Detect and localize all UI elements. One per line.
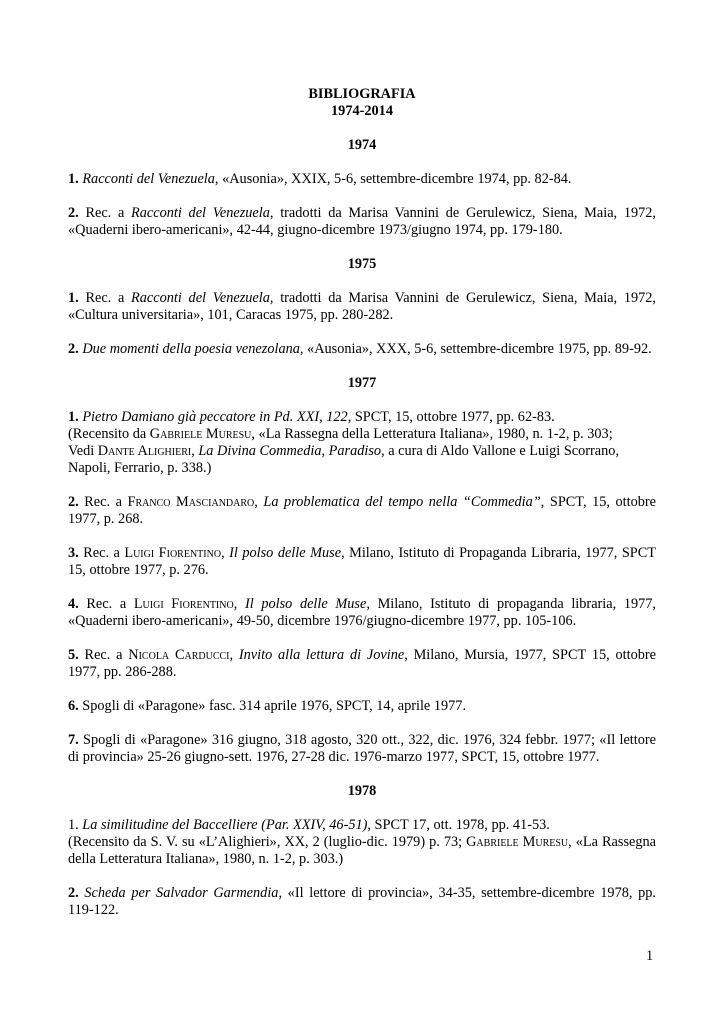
entry-text: , «Ausonia», XXIX, 5-6, settembre-dicembre 1974, pp. 82-84. [214,171,572,187]
entry-text: Napoli, Ferrario, p. 338.) [68,460,212,476]
entry-1977-5 [68,647,656,681]
page-number: 1 [646,948,654,964]
entry-1977-1 [68,409,656,477]
entry-title: Invito alla lettura di Jovine [238,647,405,663]
entry-text: , [233,596,245,612]
entry-1975-2 [68,341,656,358]
author-name: Dante Alighieri [97,443,192,459]
entry-text: Rec. a [78,545,125,561]
entry-text: , tradotti da Marisa Vannini de Gerulewicz, Siena, Maia, 1972, «Cultura universitaria», 101, Caracas 1975, pp. 280-282. [68,290,656,323]
entry-text: , [321,443,329,459]
entry-text: , SPCT 17, ott. 1978, pp. 41-53. [367,817,550,833]
author-name: Luigi Fiorentino [124,545,222,561]
year-heading-1974: 1974 [347,137,377,153]
entry-text: (Recensito da S. V. su «L’Alighieri», XX, 2 (luglio-dic. 1979) p. 73; [68,834,467,850]
entry-number: 2. [68,205,79,221]
year-heading-1977: 1977 [347,375,377,391]
entry-title: Il polso delle Muse [244,596,367,612]
entry-text: (Recensito da [68,426,150,442]
entry-text: , «Il lettore di provincia», 34-35, settembre-dicembre 1978, pp. 119-122. [68,885,656,918]
entry-number: 2. [68,885,79,901]
entry-number: 1. [68,290,79,306]
entry-title: Racconti del Venezuela [131,205,270,221]
entry-text: Spogli di «Paragone» fasc. 314 aprile 1976, SPCT, 14, aprile 1977. [78,698,467,714]
entry-text: , SPCT, 15, ottobre 1977, p. 268. [68,494,656,527]
entry-1978-1 [68,817,656,868]
entry-text: , «La Rassegna della Letteratura Italiana», 1980, n. 1-2, p. 303.) [68,834,656,867]
entry-text: Rec. a [78,647,129,663]
author-name: Gabriele Muresu [466,834,569,850]
author-name: Luigi Fiorentino [133,596,234,612]
year-heading-1975: 1975 [347,256,377,272]
entry-1977-6 [68,698,656,715]
entry-1974-1 [68,171,656,188]
entry-text: , [221,545,230,561]
entry-1975-1 [68,290,656,324]
entry-title: La similitudine del Baccelliere (Par. XXIV, 46-51) [82,817,368,833]
author-name: Gabriele Muresu [149,426,252,442]
document-page [68,86,656,919]
entry-number: 3. [68,545,79,561]
entry-text: Rec. a [78,205,132,221]
entry-title: Pietro Damiano già peccatore in Pd. XXI, 122 [82,409,348,425]
author-name: Franco Masciandaro [127,494,255,510]
entry-number: 2. [68,494,79,510]
entry-1974-2 [68,205,656,239]
entry-text: , Milano, Mursia, 1977, SPCT 15, ottobre 1977, pp. 286-288. [68,647,656,680]
entry-title: Scheda per Salvador Garmendia [84,885,279,901]
entry-text: , [191,443,199,459]
entry-number: 1. [68,171,79,187]
entry-text: , [254,494,264,510]
entry-number: 5. [68,647,79,663]
entry-number: 7. [68,732,79,748]
entry-text: , Milano, Istituto di Propaganda Libraria, 1977, SPCT 15, ottobre 1977, p. 276. [68,545,656,578]
entry-text: , «La Rassegna della Letteratura Italiana», 1980, n. 1-2, p. 303; [251,426,613,442]
entry-text: Rec. a [78,290,132,306]
entry-number: 2. [68,341,79,357]
entry-title: Due momenti della poesia venezolana [82,341,300,357]
entry-title: Racconti del Venezuela [131,290,270,306]
entry-text: Rec. a [78,494,128,510]
entry-number: 4. [68,596,79,612]
author-name: Nicola Carducci [128,647,230,663]
entry-text: , [229,647,239,663]
entry-title: La problematica del tempo nella “Commedia” [263,494,541,510]
date-range: 1974-2014 [331,103,393,119]
entry-text: , a cura di Aldo Vallone e Luigi Scorrano, [381,443,620,459]
entry-number: 1. [68,817,83,833]
entry-text: , «Ausonia», XXX, 5-6, settembre-dicembre 1975, pp. 89-92. [299,341,652,357]
entry-1978-2 [68,885,656,919]
entry-1977-2 [68,494,656,528]
entry-title: Paradiso [328,443,382,459]
entry-number: 6. [68,698,79,714]
entry-title: Il polso delle Muse [229,545,342,561]
entry-text: Spogli di «Paragone» 316 giugno, 318 agosto, 320 ott., 322, dic. 1976, 324 febbr. 1977; «Il lettore di provincia» 25-26 giugno-sett. 1976, 27-28 dic. 1976-marzo 1977, SPCT, 15, ottobre 1977. [68,732,656,765]
entry-title: La Divina Commedia [198,443,322,459]
page-title: BIBLIOGRAFIA [308,86,416,102]
year-heading-1978: 1978 [347,783,377,799]
entry-text: , SPCT, 15, ottobre 1977, pp. 62-83. [347,409,555,425]
entry-1977-4 [68,596,656,630]
entry-text: , Milano, Istituto di propaganda libraria, 1977, «Quaderni ibero-americani», 49-50, dicembre 1976/giugno-dicembre 1977, pp. 105-106. [68,596,657,629]
entry-1977-3 [68,545,656,579]
entry-number: 1. [68,409,79,425]
entry-title: Racconti del Venezuela [82,171,215,187]
entry-text: Rec. a [78,596,134,612]
entry-1977-7 [68,732,656,766]
entry-text: , tradotti da Marisa Vannini de Gerulewicz, Siena, Maia, 1972, «Quaderni ibero-americani», 42-44, giugno-dicembre 1973/giugno 1974, pp. 179-180. [68,205,656,238]
entry-text: Vedi [68,443,98,459]
